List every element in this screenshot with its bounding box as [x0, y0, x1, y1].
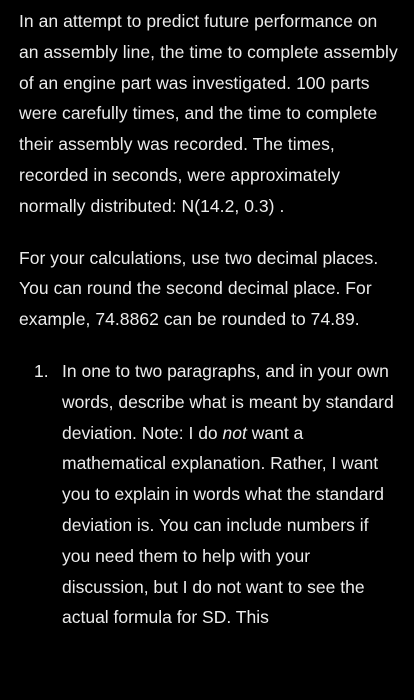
question-list — [19, 356, 399, 633]
list-item — [19, 356, 399, 633]
question-text-part: want a mathematical explanation. Rather, I want you to explain in words what the standard deviation is. You can include numbers if you need them to help with your discussion, but I do not want to see the actual formula for SD. This — [62, 422, 384, 628]
intro-paragraph: In an attempt to predict future performance on an assembly line, the time to complete assembly of an engine part was investigated. 100 parts were carefully times, and the time to complete their assembly was recorded. The times, recorded in seconds, were approximately normally distributed: N(14.2, 0.3) . — [19, 11, 398, 216]
instructions-paragraph: For your calculations, use two decimal places. You can round the second decimal place. For example, 74.8862 can be rounded to 74.89. — [19, 247, 379, 330]
emphasis-text: not — [222, 422, 247, 443]
list-item-number: 1. — [34, 360, 49, 381]
question-text-part: In one to two paragraphs, and in your own words, describe what is meant by standard deviation. Note: I do — [62, 360, 394, 443]
document-body — [19, 6, 399, 633]
